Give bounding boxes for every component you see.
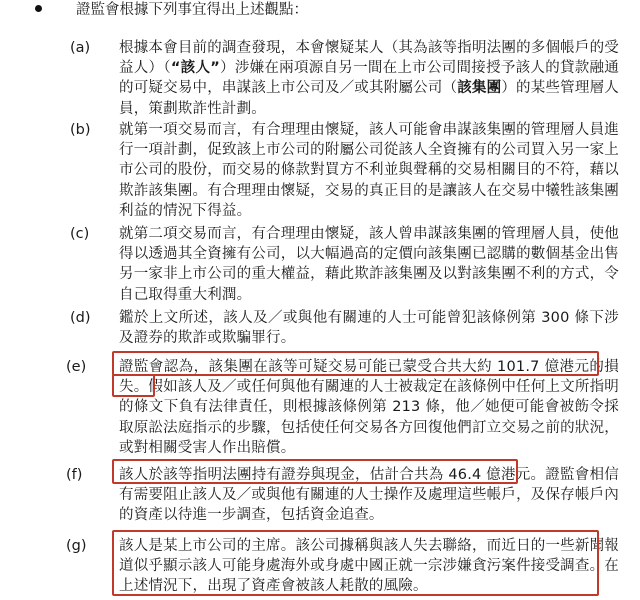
bold-term: “該人” bbox=[170, 60, 220, 77]
item-label: (b) bbox=[70, 122, 91, 138]
text-run: ）的某些管理層人員，策劃欺詐性計劃。 bbox=[119, 80, 619, 117]
text-run: ）涉嫌在兩項源自另一間在上市公司間接授予該人的貸款融通的可疑交易中，串謀該上市公司及／或其附屬公司（ bbox=[119, 60, 620, 97]
item-text: 鑑於上文所述，該人及／或與他有關連的人士可能曾犯該條例第 300 條下涉及證券的欺詐或欺騙罪行。 bbox=[119, 310, 619, 347]
intro-line: 證監會根據下列事宜得出上述觀點： bbox=[76, 2, 308, 18]
highlight-box-g bbox=[112, 530, 599, 596]
bold-term: 該集團 bbox=[457, 80, 502, 97]
highlighted-text: 證監會認為，該集團在該等可疑交易可能已蒙受合共大約 101.7 億港元的損失。 bbox=[119, 359, 619, 396]
highlight-box-e-line1 bbox=[112, 351, 599, 376]
item-text bbox=[119, 38, 619, 119]
item-text: 就第一項交易而言，有合理理由懷疑，該人可能會串謀該集團的管理層人員進行一項計劃，促致該上市公司的附屬公司從該人全資擁有的公司買入另一家上市公司的股份，而交易的條款對買方不利並與聲稱的交易相關目的不符，藉以欺詐該集團。有合理理由懷疑，交易的真正目的是讓該人在交易中犧牲該集團利益的情況下得益。 bbox=[119, 122, 619, 219]
text-run: 根據本會目前的調查發現，本會懷疑某人（其為該等指明法團的多個帳戶的受益人）（ bbox=[119, 40, 619, 77]
text-run: 假如該人及／或任何與他有關連的人士被裁定在該條例中任何上文所指明的條文下負有法律責任，則根據該條例第 213 條，他／她便可能會被飭令採取原訟法庭指示的步驟，包括使任何交易各方回復他們訂立交易之前的狀況，或對相關受害人作出賠償。 bbox=[119, 379, 619, 456]
bullet-dot bbox=[35, 5, 42, 12]
highlight-box-e-line2 bbox=[112, 374, 155, 397]
highlighted-text: 該人是某上市公司的主席。該公司據稱與該人失去聯絡，而近日的一些新聞報道似乎顯示該人可能身處海外或身處中國正就一宗涉嫌貪污案件接受調查。在上述情況下，出現了資產會被該人耗散的風險。 bbox=[119, 538, 619, 595]
item-label: (a) bbox=[70, 40, 91, 56]
highlight-box-f bbox=[112, 459, 518, 484]
item-label: (c) bbox=[70, 226, 90, 242]
text-run: 證監會相信有需要阻止該人及／或與他有關連的人士操作及處理這些帳戶，及保存帳戶內的資產以待進一步調查，包括資金追查。 bbox=[119, 467, 619, 524]
item-label: (e) bbox=[66, 359, 87, 375]
item-label: (g) bbox=[66, 538, 87, 554]
item-text: 就第二項交易而言，有合理理由懷疑，該人曾串謀該集團的管理層人員，使他得以透過其全資擁有公司，以大幅過高的定價向該集團已認購的數個基金出售另一家非上市公司的重大權益，藉此欺詐該集團及以對該集團不利的方式，令自己取得重大利潤。 bbox=[119, 226, 619, 303]
item-label: (f) bbox=[66, 467, 83, 483]
item-label: (d) bbox=[70, 310, 91, 326]
highlighted-text: 該人於該等指明法團持有證券與現金，估計合共為 46.4 億港元。 bbox=[119, 467, 546, 483]
